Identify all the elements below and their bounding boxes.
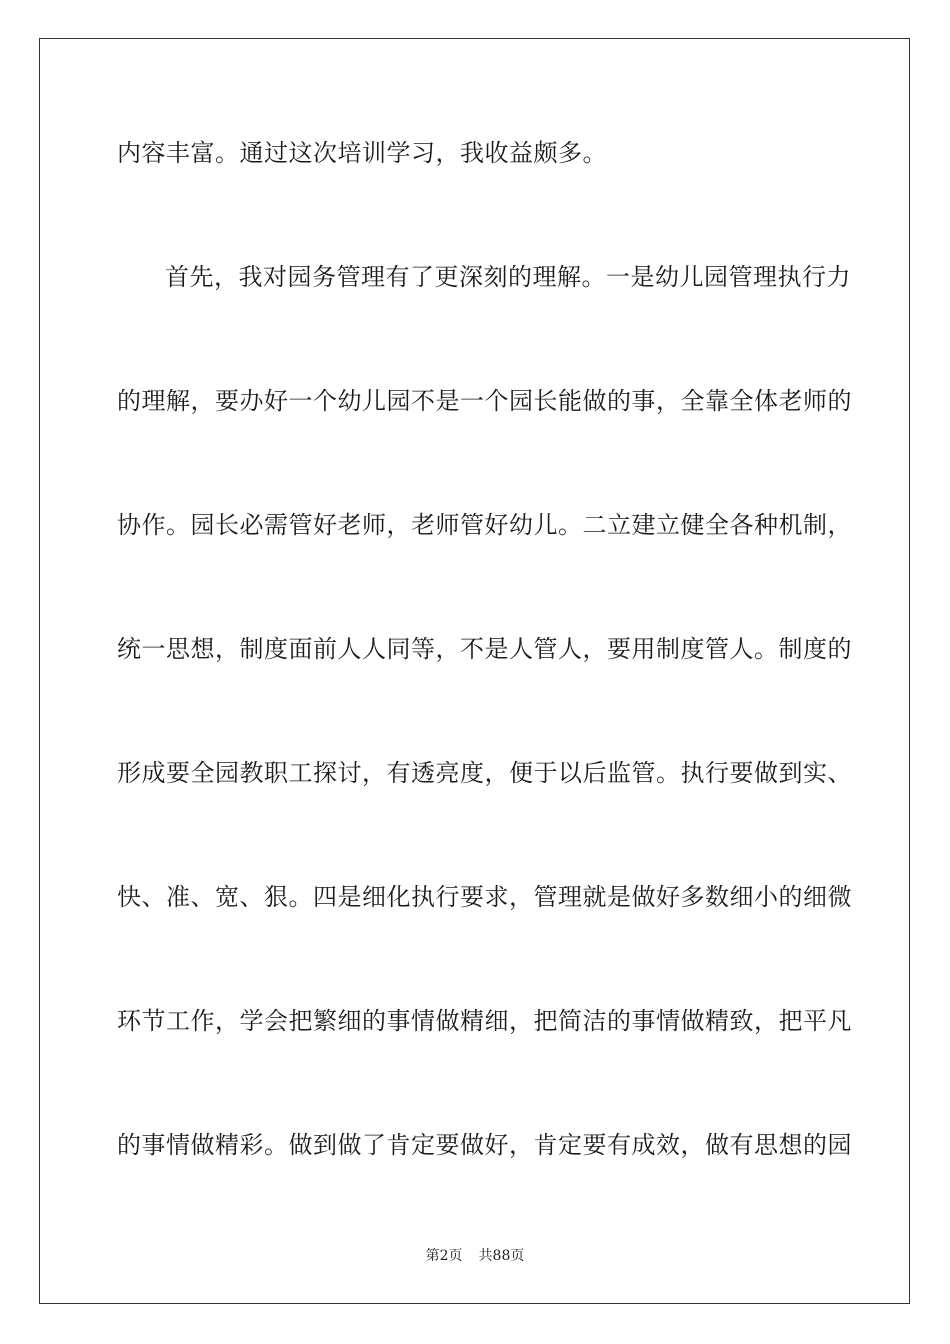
paragraph-line: 的理解，要办好一个幼儿园不是一个园长能做的事，全靠全体老师的	[117, 387, 852, 415]
paragraph-line: 环节工作，学会把繁细的事情做精细，把简洁的事情做精致，把平凡	[117, 1007, 852, 1035]
page-footer	[0, 1246, 950, 1266]
paragraph-line: 内容丰富。通过这次培训学习，我收益颇多。	[117, 139, 607, 167]
paragraph-line: 首先，我对园务管理有了更深刻的理解。一是幼儿园管理执行力	[165, 263, 851, 291]
paragraph-line: 协作。园长必需管好老师，老师管好幼儿。二立建立健全各种机制，	[117, 511, 852, 539]
total-pages: 共88页	[478, 1248, 525, 1264]
paragraph-line: 形成要全园教职工探讨，有透亮度，便于以后监管。执行要做到实、	[117, 759, 852, 787]
paragraph-line: 统一思想，制度面前人人同等，不是人管人，要用制度管人。制度的	[117, 635, 852, 663]
page-border	[39, 38, 910, 1304]
paragraph-line: 快、准、宽、狠。四是细化执行要求，管理就是做好多数细小的细微	[117, 883, 852, 911]
page-number: 第2页	[425, 1248, 463, 1264]
paragraph-line: 的事情做精彩。做到做了肯定要做好，肯定要有成效，做有思想的园	[117, 1131, 852, 1159]
